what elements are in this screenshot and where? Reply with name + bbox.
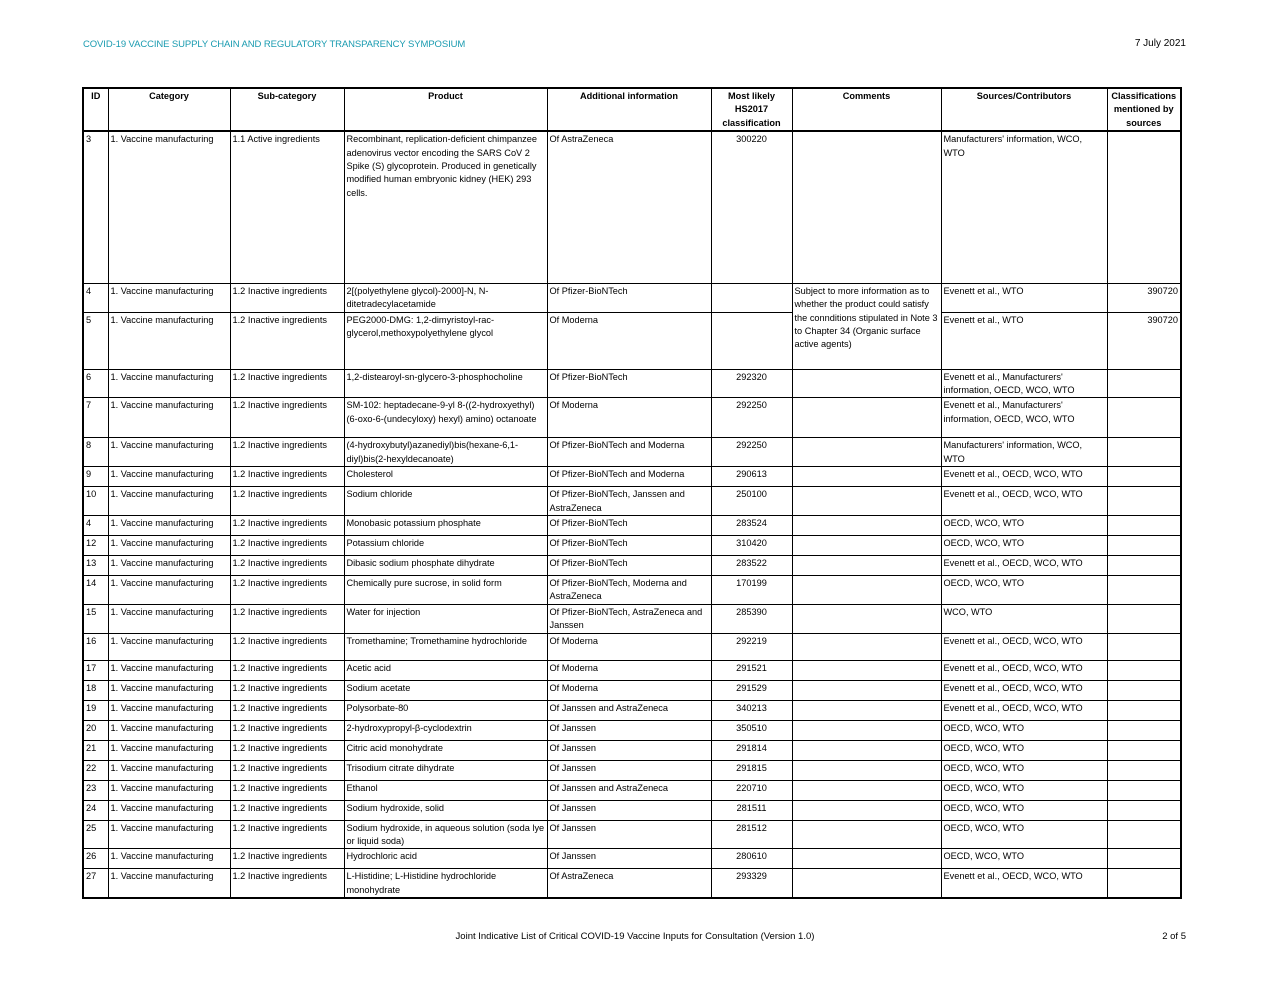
row-category: 1. Vaccine manufacturing <box>108 660 230 680</box>
row-hs-classification: 291815 <box>711 760 792 780</box>
row-product: Citric acid monohydrate <box>344 740 547 760</box>
row-subcategory: 1.2 Inactive ingredients <box>230 535 344 555</box>
row-subcategory: 1.2 Inactive ingredients <box>230 369 344 398</box>
row-additional-info: Of Janssen <box>547 720 711 740</box>
row-product: Trisodium citrate dihydrate <box>344 760 547 780</box>
row-sources: OECD, WCO, WTO <box>941 535 1107 555</box>
row-product: Polysorbate-80 <box>344 700 547 720</box>
table-row <box>83 555 1181 575</box>
row-subcategory: 1.2 Inactive ingredients <box>230 720 344 740</box>
row-product: L-Histidine; L-Histidine hydrochloride monohydrate <box>344 869 547 898</box>
row-source-classification <box>1107 515 1181 535</box>
row-source-classification <box>1107 820 1181 849</box>
row-id: 13 <box>83 555 108 575</box>
row-comments <box>792 760 941 780</box>
row-additional-info: Of AstraZeneca <box>547 131 711 283</box>
row-id: 8 <box>83 438 108 467</box>
table-row <box>83 849 1181 869</box>
row-category: 1. Vaccine manufacturing <box>108 467 230 487</box>
row-source-classification <box>1107 740 1181 760</box>
row-category: 1. Vaccine manufacturing <box>108 555 230 575</box>
row-sources: Manufacturers' information, WCO, WTO <box>941 438 1107 467</box>
row-category: 1. Vaccine manufacturing <box>108 740 230 760</box>
row-id: 9 <box>83 467 108 487</box>
table-row <box>83 660 1181 680</box>
row-comments <box>792 398 941 438</box>
row-id: 7 <box>83 398 108 438</box>
row-comments <box>792 849 941 869</box>
row-id: 26 <box>83 849 108 869</box>
row-id: 23 <box>83 780 108 800</box>
table-row <box>83 780 1181 800</box>
row-comments <box>792 438 941 467</box>
row-comments <box>792 575 941 604</box>
row-source-classification <box>1107 720 1181 740</box>
row-source-classification <box>1107 575 1181 604</box>
row-sources: Evenett et al., WTO <box>941 283 1107 312</box>
vaccine-inputs-table <box>82 87 1182 899</box>
row-id: 24 <box>83 800 108 820</box>
row-subcategory: 1.2 Inactive ingredients <box>230 849 344 869</box>
row-subcategory: 1.2 Inactive ingredients <box>230 660 344 680</box>
table-row <box>83 740 1181 760</box>
row-sources: OECD, WCO, WTO <box>941 800 1107 820</box>
table-row <box>83 760 1181 780</box>
row-category: 1. Vaccine manufacturing <box>108 369 230 398</box>
row-id: 18 <box>83 680 108 700</box>
row-category: 1. Vaccine manufacturing <box>108 604 230 633</box>
row-subcategory: 1.1 Active ingredients <box>230 131 344 283</box>
table-row <box>83 515 1181 535</box>
column-header-sources: Sources/Contributors <box>941 88 1107 131</box>
column-header-additional-information: Additional information <box>547 88 711 131</box>
document-header-date: 7 July 2021 <box>1134 38 1186 49</box>
row-source-classification <box>1107 131 1181 283</box>
row-comments <box>792 740 941 760</box>
table-row <box>83 680 1181 700</box>
row-additional-info: Of Moderna <box>547 398 711 438</box>
column-header-subcategory: Sub-category <box>230 88 344 131</box>
row-product: Potassium chloride <box>344 535 547 555</box>
row-id: 4 <box>83 283 108 312</box>
row-source-classification <box>1107 398 1181 438</box>
row-product: Sodium chloride <box>344 487 547 516</box>
row-id: 14 <box>83 575 108 604</box>
table-row <box>83 820 1181 849</box>
row-id: 10 <box>83 487 108 516</box>
row-comments <box>792 800 941 820</box>
table-row <box>83 312 1181 369</box>
row-source-classification <box>1107 633 1181 660</box>
row-hs-classification: 310420 <box>711 535 792 555</box>
row-sources: OECD, WCO, WTO <box>941 515 1107 535</box>
row-source-classification <box>1107 780 1181 800</box>
row-hs-classification: 280610 <box>711 849 792 869</box>
row-product: Sodium hydroxide, in aqueous solution (soda lye or liquid soda) <box>344 820 547 849</box>
row-id: 22 <box>83 760 108 780</box>
row-hs-classification <box>711 312 792 369</box>
row-hs-classification <box>711 283 792 312</box>
row-id: 21 <box>83 740 108 760</box>
row-subcategory: 1.2 Inactive ingredients <box>230 780 344 800</box>
row-id: 4 <box>83 515 108 535</box>
row-product: Chemically pure sucrose, in solid form <box>344 575 547 604</box>
row-hs-classification: 291521 <box>711 660 792 680</box>
table-row <box>83 398 1181 438</box>
row-source-classification <box>1107 369 1181 398</box>
row-source-classification <box>1107 760 1181 780</box>
row-sources: Evenett et al., Manufacturers' information, OECD, WCO, WTO <box>941 398 1107 438</box>
row-additional-info: Of Janssen <box>547 760 711 780</box>
row-comments <box>792 633 941 660</box>
row-hs-classification: 292219 <box>711 633 792 660</box>
row-hs-classification: 340213 <box>711 700 792 720</box>
row-comments <box>792 660 941 680</box>
row-category: 1. Vaccine manufacturing <box>108 515 230 535</box>
row-category: 1. Vaccine manufacturing <box>108 780 230 800</box>
row-additional-info: Of Pfizer-BioNTech <box>547 535 711 555</box>
row-subcategory: 1.2 Inactive ingredients <box>230 700 344 720</box>
row-additional-info: Of Pfizer-BioNTech and Moderna <box>547 467 711 487</box>
row-sources: OECD, WCO, WTO <box>941 780 1107 800</box>
row-sources: Manufacturers' information, WCO, WTO <box>941 131 1107 283</box>
row-comments <box>792 680 941 700</box>
document-header-title: COVID-19 VACCINE SUPPLY CHAIN AND REGULATORY TRANSPARENCY SYMPOSIUM <box>83 39 466 50</box>
row-subcategory: 1.2 Inactive ingredients <box>230 312 344 369</box>
row-sources: Evenett et al., Manufacturers' information, OECD, WCO, WTO <box>941 369 1107 398</box>
row-subcategory: 1.2 Inactive ingredients <box>230 740 344 760</box>
table-row <box>83 535 1181 555</box>
column-header-category: Category <box>108 88 230 131</box>
row-hs-classification: 170199 <box>711 575 792 604</box>
row-additional-info: Of AstraZeneca <box>547 869 711 898</box>
row-sources: OECD, WCO, WTO <box>941 820 1107 849</box>
row-additional-info: Of Moderna <box>547 633 711 660</box>
row-category: 1. Vaccine manufacturing <box>108 633 230 660</box>
row-comments <box>792 131 941 283</box>
row-id: 20 <box>83 720 108 740</box>
row-category: 1. Vaccine manufacturing <box>108 800 230 820</box>
row-sources: Evenett et al., OECD, WCO, WTO <box>941 487 1107 516</box>
row-additional-info: Of Moderna <box>547 680 711 700</box>
row-source-classification <box>1107 660 1181 680</box>
table-header-row <box>83 88 1181 131</box>
row-sources: WCO, WTO <box>941 604 1107 633</box>
row-comments <box>792 820 941 849</box>
row-category: 1. Vaccine manufacturing <box>108 438 230 467</box>
row-sources: Evenett et al., OECD, WCO, WTO <box>941 869 1107 898</box>
row-sources: Evenett et al., OECD, WCO, WTO <box>941 555 1107 575</box>
row-subcategory: 1.2 Inactive ingredients <box>230 680 344 700</box>
row-comments <box>792 369 941 398</box>
row-id: 12 <box>83 535 108 555</box>
table-row <box>83 438 1181 467</box>
row-hs-classification: 281511 <box>711 800 792 820</box>
row-source-classification <box>1107 438 1181 467</box>
row-id: 27 <box>83 869 108 898</box>
row-id: 16 <box>83 633 108 660</box>
row-hs-classification: 292250 <box>711 438 792 467</box>
table-row <box>83 283 1181 312</box>
table-row <box>83 869 1181 898</box>
row-additional-info: Of Janssen and AstraZeneca <box>547 780 711 800</box>
row-subcategory: 1.2 Inactive ingredients <box>230 820 344 849</box>
row-subcategory: 1.2 Inactive ingredients <box>230 604 344 633</box>
row-hs-classification: 283522 <box>711 555 792 575</box>
row-comments <box>792 700 941 720</box>
row-comments <box>792 487 941 516</box>
row-category: 1. Vaccine manufacturing <box>108 131 230 283</box>
row-source-classification: 390720 <box>1107 312 1181 369</box>
row-hs-classification: 350510 <box>711 720 792 740</box>
row-hs-classification: 283524 <box>711 515 792 535</box>
row-additional-info: Of Janssen <box>547 800 711 820</box>
row-product: 2[(polyethylene glycol)-2000]-N, N-ditetradecylacetamide <box>344 283 547 312</box>
row-sources: OECD, WCO, WTO <box>941 720 1107 740</box>
row-category: 1. Vaccine manufacturing <box>108 700 230 720</box>
row-category: 1. Vaccine manufacturing <box>108 680 230 700</box>
row-additional-info: Of Pfizer-BioNTech <box>547 555 711 575</box>
table-row <box>83 369 1181 398</box>
row-id: 25 <box>83 820 108 849</box>
row-additional-info: Of Moderna <box>547 660 711 680</box>
row-product: Sodium hydroxide, solid <box>344 800 547 820</box>
row-product: Tromethamine; Tromethamine hydrochloride <box>344 633 547 660</box>
row-additional-info: Of Janssen <box>547 820 711 849</box>
row-product: Recombinant, replication-deficient chimpanzee adenovirus vector encoding the SARS CoV 2 Spike (S) glycoprotein. Produced in genetically modified human embryonic kidney (HEK) 293 cells. <box>344 131 547 283</box>
row-additional-info: Of Pfizer-BioNTech and Moderna <box>547 438 711 467</box>
row-hs-classification: 281512 <box>711 820 792 849</box>
row-category: 1. Vaccine manufacturing <box>108 487 230 516</box>
row-sources: Evenett et al., OECD, WCO, WTO <box>941 467 1107 487</box>
row-subcategory: 1.2 Inactive ingredients <box>230 467 344 487</box>
row-product: Hydrochloric acid <box>344 849 547 869</box>
row-product: Cholesterol <box>344 467 547 487</box>
row-subcategory: 1.2 Inactive ingredients <box>230 869 344 898</box>
row-additional-info: Of Pfizer-BioNTech, Janssen and AstraZeneca <box>547 487 711 516</box>
row-category: 1. Vaccine manufacturing <box>108 312 230 369</box>
table-row <box>83 604 1181 633</box>
row-category: 1. Vaccine manufacturing <box>108 720 230 740</box>
row-subcategory: 1.2 Inactive ingredients <box>230 487 344 516</box>
row-category: 1. Vaccine manufacturing <box>108 820 230 849</box>
row-category: 1. Vaccine manufacturing <box>108 283 230 312</box>
row-category: 1. Vaccine manufacturing <box>108 575 230 604</box>
row-hs-classification: 290613 <box>711 467 792 487</box>
row-additional-info: Of Pfizer-BioNTech <box>547 283 711 312</box>
row-comments <box>792 604 941 633</box>
row-sources: OECD, WCO, WTO <box>941 849 1107 869</box>
table-row <box>83 467 1181 487</box>
row-hs-classification: 292320 <box>711 369 792 398</box>
row-source-classification: 390720 <box>1107 283 1181 312</box>
row-source-classification <box>1107 680 1181 700</box>
row-subcategory: 1.2 Inactive ingredients <box>230 633 344 660</box>
row-id: 15 <box>83 604 108 633</box>
table-row <box>83 800 1181 820</box>
row-hs-classification: 291529 <box>711 680 792 700</box>
row-product: (4-hydroxybutyl)azanediyl)bis(hexane-6,1-diyl)bis(2-hexyldecanoate) <box>344 438 547 467</box>
row-product: Ethanol <box>344 780 547 800</box>
table-row <box>83 487 1181 516</box>
row-subcategory: 1.2 Inactive ingredients <box>230 760 344 780</box>
row-comments <box>792 720 941 740</box>
column-header-hs2017-classification: Most likely HS2017 classification <box>711 88 792 131</box>
column-header-id: ID <box>83 88 108 131</box>
row-hs-classification: 292250 <box>711 398 792 438</box>
row-additional-info: Of Moderna <box>547 312 711 369</box>
row-id: 6 <box>83 369 108 398</box>
row-product: SM-102: heptadecane-9-yl 8-((2-hydroxyethyl) (6-oxo-6-(undecyloxy) hexyl) amino) octanoate <box>344 398 547 438</box>
row-comments: Subject to more information as to whether the product could satisfy the connditions stipulated in Note 3 to Chapter 34 (Organic surface active agents) <box>792 283 941 369</box>
table-row <box>83 575 1181 604</box>
row-product: Water for injection <box>344 604 547 633</box>
row-source-classification <box>1107 555 1181 575</box>
row-additional-info: Of Janssen <box>547 849 711 869</box>
row-additional-info: Of Pfizer-BioNTech, Moderna and AstraZeneca <box>547 575 711 604</box>
row-comments <box>792 869 941 898</box>
row-product: 2-hydroxypropyl-β-cyclodextrin <box>344 720 547 740</box>
table-row <box>83 700 1181 720</box>
row-subcategory: 1.2 Inactive ingredients <box>230 438 344 467</box>
column-header-comments: Comments <box>792 88 941 131</box>
row-comments <box>792 515 941 535</box>
row-category: 1. Vaccine manufacturing <box>108 849 230 869</box>
row-sources: Evenett et al., OECD, WCO, WTO <box>941 700 1107 720</box>
row-additional-info: Of Janssen and AstraZeneca <box>547 700 711 720</box>
row-product: 1,2-distearoyl-sn-glycero-3-phosphocholine <box>344 369 547 398</box>
row-source-classification <box>1107 849 1181 869</box>
column-header-product: Product <box>344 88 547 131</box>
row-subcategory: 1.2 Inactive ingredients <box>230 575 344 604</box>
row-sources: Evenett et al., OECD, WCO, WTO <box>941 660 1107 680</box>
row-sources: Evenett et al., OECD, WCO, WTO <box>941 633 1107 660</box>
row-product: Acetic acid <box>344 660 547 680</box>
document-footer-title: Joint Indicative List of Critical COVID-19 Vaccine Inputs for Consultation (Version 1.0) <box>455 931 815 942</box>
row-product: Monobasic potassium phosphate <box>344 515 547 535</box>
row-sources: OECD, WCO, WTO <box>941 575 1107 604</box>
row-additional-info: Of Pfizer-BioNTech, AstraZeneca and Janssen <box>547 604 711 633</box>
row-source-classification <box>1107 800 1181 820</box>
row-source-classification <box>1107 869 1181 898</box>
row-comments <box>792 467 941 487</box>
row-id: 5 <box>83 312 108 369</box>
row-product: Sodium acetate <box>344 680 547 700</box>
row-comments <box>792 555 941 575</box>
column-header-classifications-by-sources: Classifications mentioned by sources <box>1107 88 1181 131</box>
row-subcategory: 1.2 Inactive ingredients <box>230 515 344 535</box>
row-sources: OECD, WCO, WTO <box>941 740 1107 760</box>
row-source-classification <box>1107 535 1181 555</box>
row-id: 19 <box>83 700 108 720</box>
row-subcategory: 1.2 Inactive ingredients <box>230 555 344 575</box>
row-subcategory: 1.2 Inactive ingredients <box>230 283 344 312</box>
row-comments <box>792 535 941 555</box>
row-hs-classification: 300220 <box>711 131 792 283</box>
table-row <box>83 633 1181 660</box>
row-hs-classification: 250100 <box>711 487 792 516</box>
row-additional-info: Of Pfizer-BioNTech <box>547 369 711 398</box>
row-id: 17 <box>83 660 108 680</box>
row-product: Dibasic sodium phosphate dihydrate <box>344 555 547 575</box>
page-number: 2 of 5 <box>1162 931 1186 942</box>
row-sources: Evenett et al., OECD, WCO, WTO <box>941 680 1107 700</box>
row-id: 3 <box>83 131 108 283</box>
row-source-classification <box>1107 604 1181 633</box>
row-comments <box>792 780 941 800</box>
row-source-classification <box>1107 700 1181 720</box>
row-category: 1. Vaccine manufacturing <box>108 869 230 898</box>
row-subcategory: 1.2 Inactive ingredients <box>230 398 344 438</box>
row-hs-classification: 220710 <box>711 780 792 800</box>
row-additional-info: Of Janssen <box>547 740 711 760</box>
row-source-classification <box>1107 467 1181 487</box>
row-subcategory: 1.2 Inactive ingredients <box>230 800 344 820</box>
row-source-classification <box>1107 487 1181 516</box>
row-sources: OECD, WCO, WTO <box>941 760 1107 780</box>
row-category: 1. Vaccine manufacturing <box>108 398 230 438</box>
row-additional-info: Of Pfizer-BioNTech <box>547 515 711 535</box>
row-product: PEG2000-DMG: 1,2-dimyristoyl-rac-glycerol,methoxypolyethylene glycol <box>344 312 547 369</box>
row-hs-classification: 285390 <box>711 604 792 633</box>
row-sources: Evenett et al., WTO <box>941 312 1107 369</box>
row-hs-classification: 293329 <box>711 869 792 898</box>
row-hs-classification: 291814 <box>711 740 792 760</box>
table-row <box>83 720 1181 740</box>
row-category: 1. Vaccine manufacturing <box>108 760 230 780</box>
table-row <box>83 131 1181 283</box>
row-category: 1. Vaccine manufacturing <box>108 535 230 555</box>
